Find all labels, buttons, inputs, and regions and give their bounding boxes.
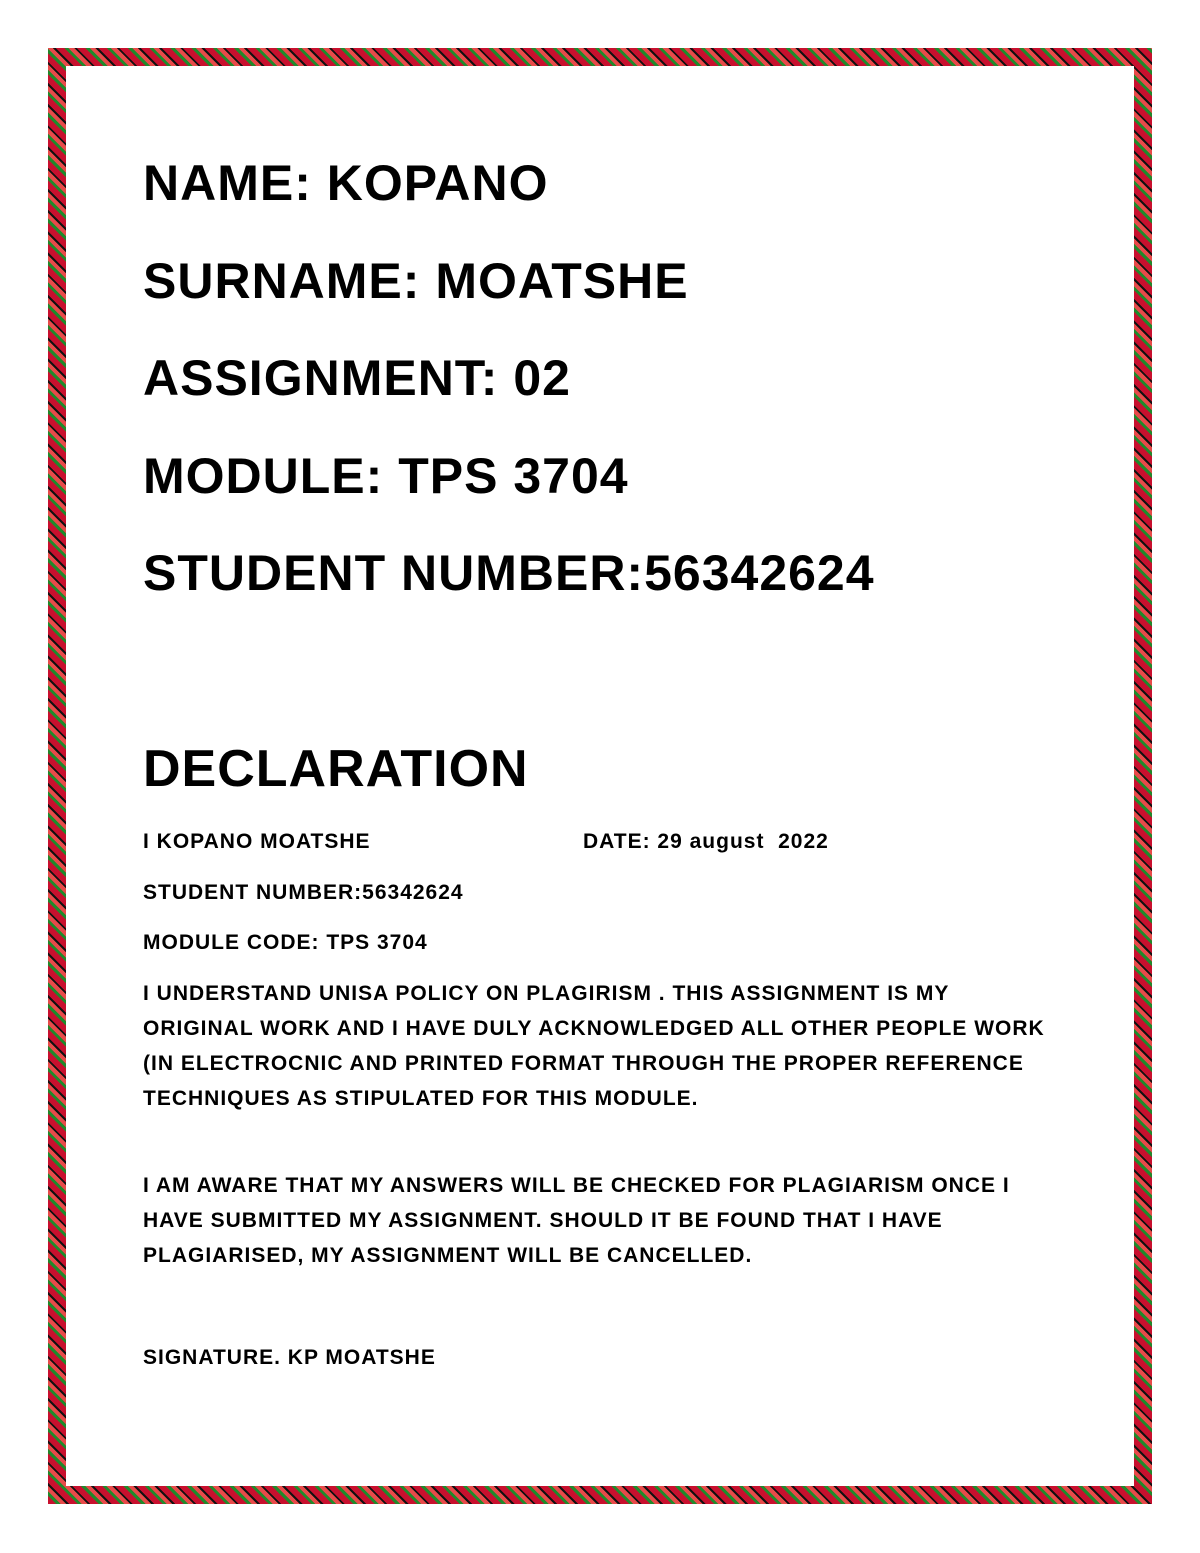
module-line: MODULE: TPS 3704	[143, 448, 629, 504]
student-number-line: STUDENT NUMBER:56342624	[143, 545, 875, 601]
surname-line: SURNAME: MOATSHE	[143, 253, 689, 309]
plagiarism-policy-paragraph: I UNDERSTAND UNISA POLICY ON PLAGIRISM . THIS ASSIGNMENT IS MY ORIGINAL WORK AND I HAVE DULY ACKNOWLEDGED ALL OTHER PEOPLE WORK (IN ELECTROCNIC AND PRINTED FORMAT THROUGH THE PROPER REFERENCE TECHNIQUES AS STIPULATED FOR THIS MODULE.	[143, 982, 1045, 1110]
assignment-line: ASSIGNMENT: 02	[143, 350, 571, 406]
signature-line: SIGNATURE. KP MOATSHE	[143, 1346, 436, 1369]
declaration-date: DATE: 29 august 2022	[583, 830, 829, 853]
name-line: NAME: KOPANO	[143, 155, 549, 211]
plagiarism-check-paragraph: I AM AWARE THAT MY ANSWERS WILL BE CHECKED FOR PLAGIARISM ONCE I HAVE SUBMITTED MY ASSIGNMENT. SHOULD IT BE FOUND THAT I HAVE PLAGIARISED, MY ASSIGNMENT WILL BE CANCELLED.	[143, 1174, 1010, 1267]
declarant-name: I KOPANO MOATSHE	[143, 830, 371, 853]
declaration-student-number: STUDENT NUMBER:56342624	[143, 881, 464, 904]
declaration-title: DECLARATION	[143, 740, 529, 798]
declaration-module-code: MODULE CODE: TPS 3704	[143, 931, 428, 954]
